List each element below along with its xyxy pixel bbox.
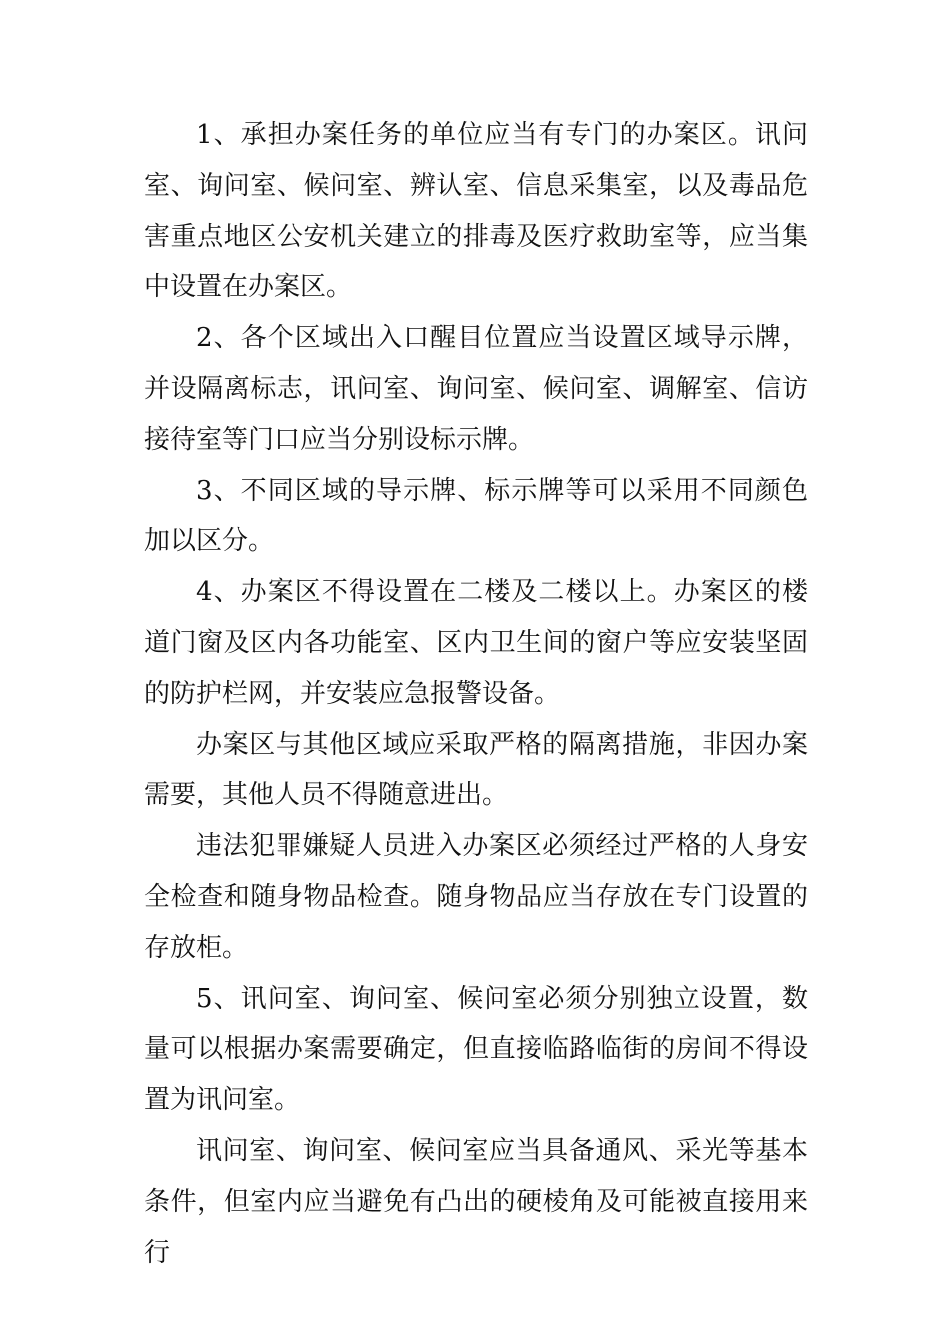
paragraph-7: 5、讯问室、询问室、候问室必须分别独立设置，数量可以根据办案需要确定，但直接临路临街的房间不得设置为讯问室。 <box>144 983 808 1116</box>
paragraph-8: 讯问室、询问室、候问室应当具备通风、采光等基本条件，但室内应当避免有凸出的硬棱角及可能被直接用来行 <box>144 1135 808 1268</box>
paragraph-3: 3、不同区域的导示牌、标示牌等可以采用不同颜色加以区分。 <box>144 475 808 557</box>
paragraph-2: 2、各个区域出入口醒目位置应当设置区域导示牌，并设隔离标志，讯问室、询问室、候问室、调解室、信访接待室等门口应当分别设标示牌。 <box>144 323 808 455</box>
paragraph-1: 1、承担办案任务的单位应当有专门的办案区。讯问室、询问室、候问室、辨认室、信息采集室，以及毒品危害重点地区公安机关建立的排毒及医疗救助室等，应当集中设置在办案区。 <box>144 120 808 303</box>
paragraph-5: 办案区与其他区域应采取严格的隔离措施，非因办案需要，其他人员不得随意进出。 <box>144 729 808 811</box>
paragraph-4: 4、办案区不得设置在二楼及二楼以上。办案区的楼道门窗及区内各功能室、区内卫生间的窗户等应安装坚固的防护栏网，并安装应急报警设备。 <box>144 577 808 709</box>
paragraph-6: 违法犯罪嫌疑人员进入办案区必须经过严格的人身安全检查和随身物品检查。随身物品应当存放在专门设置的存放柜。 <box>144 831 808 963</box>
document-body <box>144 110 808 1278</box>
